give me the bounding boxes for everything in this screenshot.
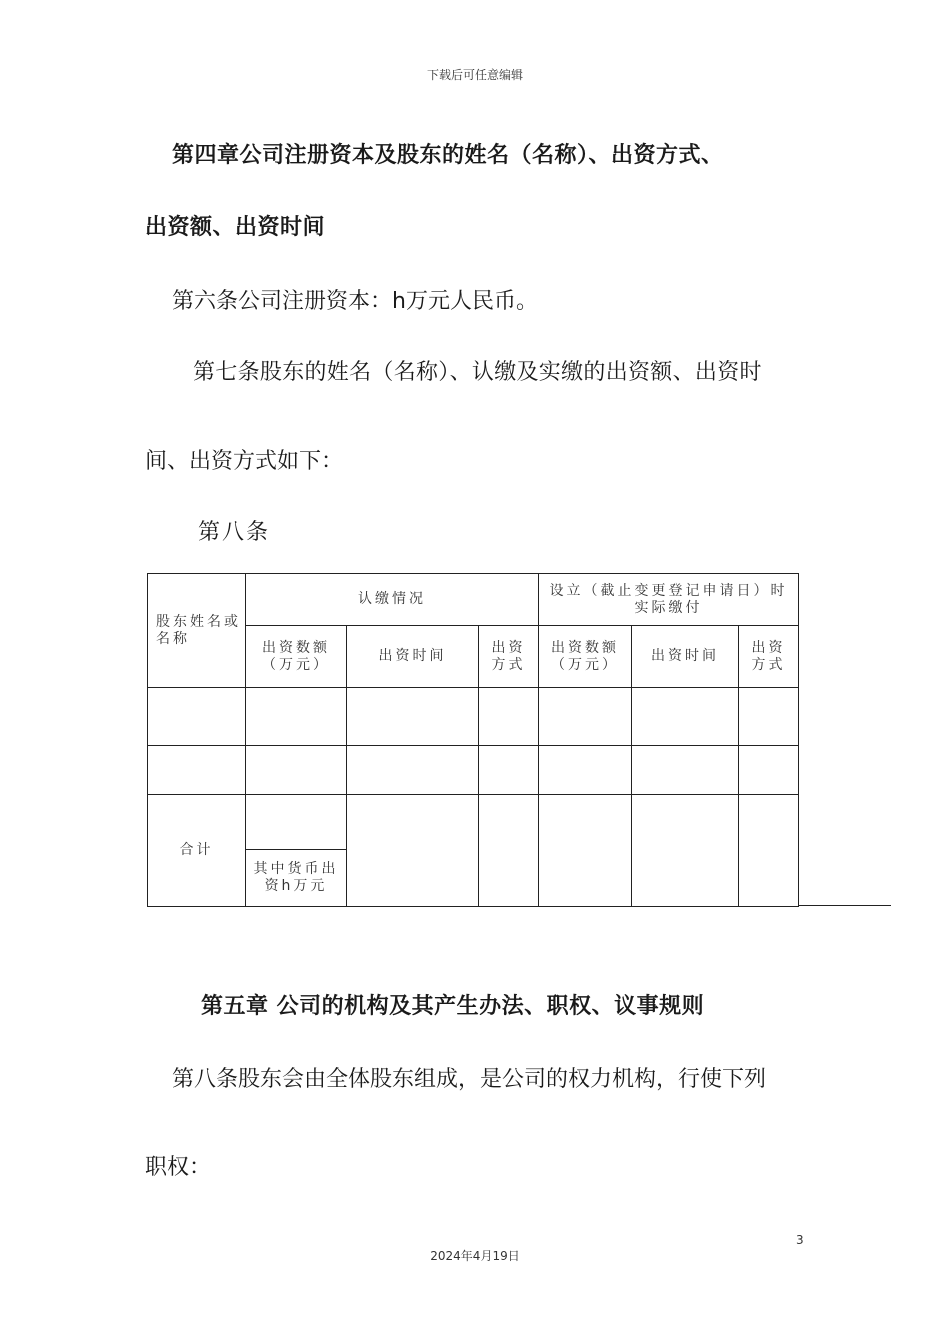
table-cell [479,795,539,907]
table-cell [148,746,246,795]
article7-line2: 间、出资方式如下： [145,449,344,474]
article8-label: 第八条 [198,520,271,545]
table-cell [148,688,246,746]
page-number: 3 [796,1233,804,1247]
table-cell [539,746,632,795]
subscribed-amount-header: 出资数额（万元） [246,626,347,688]
table-row [148,746,799,795]
article8-line2: 职权： [145,1155,212,1180]
table-cell [246,746,347,795]
capital-contribution-table [147,573,799,907]
chapter4-title-line1: 第四章公司注册资本及股东的姓名（名称）、出资方式、 [172,143,724,168]
paid-time-header: 出资时间 [632,626,739,688]
chapter5-title: 第五章 公司的机构及其产生办法、职权、议事规则 [201,994,705,1019]
subscribed-time-header: 出资时间 [347,626,479,688]
chapter4-title-line2: 出资额、出资时间 [145,215,326,240]
article7-line1: 第七条股东的姓名（名称）、认缴及实缴的出资额、出资时 [193,360,762,385]
table-cell [347,795,479,907]
total-row [148,795,799,850]
footer-date: 2024年4月19日 [430,1249,520,1263]
article8-line1: 第八条股东会由全体股东组成，是公司的权力机构，行使下列 [172,1067,767,1092]
shareholder-name-header: 股东姓名或名称 [148,574,246,688]
table-cell [347,746,479,795]
table-row [148,688,799,746]
table-cell [347,688,479,746]
subscribed-group-header: 认缴情况 [246,574,539,626]
table-cell [246,688,347,746]
page-header-note: 下载后可任意编辑 [426,68,523,82]
table-cell [479,746,539,795]
table-cell [479,688,539,746]
table-cell [246,795,347,850]
paid-amount-header: 出资数额（万元） [539,626,632,688]
table-cell [739,688,799,746]
table-cell [632,688,739,746]
table-cell [739,746,799,795]
table-cell [632,795,739,907]
subscribed-method-header: 出资方式 [479,626,539,688]
table-cell [539,688,632,746]
paid-method-header: 出资方式 [739,626,799,688]
paid-group-header: 设立（截止变更登记申请日）时实际缴付 [539,574,799,626]
currency-contribution-note: 其中货币出资h万元 [246,850,347,907]
table-bottom-extension-line [798,905,891,906]
table-cell [739,795,799,907]
table-cell [632,746,739,795]
total-label: 合计 [148,795,246,907]
article6-text: 第六条公司注册资本：h万元人民币。 [172,289,538,314]
table-cell [539,795,632,907]
